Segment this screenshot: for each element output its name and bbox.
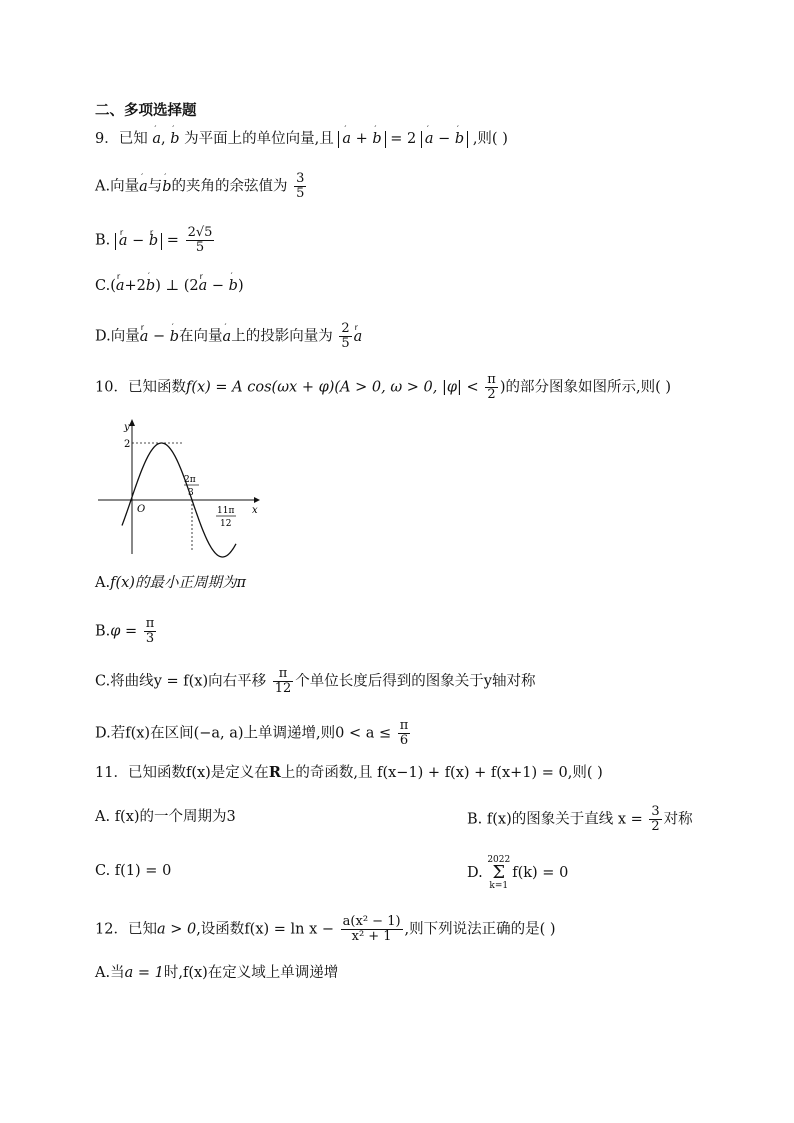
q9-a-post: 的夹角的余弦值为 [171, 178, 288, 195]
q10-c-pre: C.将曲线 [95, 673, 154, 690]
q9-option-a [95, 172, 308, 201]
tick1-num: 2π [184, 475, 196, 485]
q12-fraction: $\frac{\text{a(x² − 1)}}{\text{x² + 1}}$ [342, 914, 401, 944]
q9-d-post: 上的投影向量为 [231, 328, 333, 345]
q9-eq-two: = 2 [390, 131, 417, 147]
q11-option-b: B. f(x)的图象关于直线 x = $\frac{3}{2}$ 对称 [467, 804, 693, 834]
q10-d-pre: D.若 [95, 725, 126, 742]
origin-label: O [137, 504, 146, 515]
q11-stem-r: R [268, 764, 281, 781]
section-title: 二、多项选择题 [95, 103, 197, 119]
q9-option-d: D.向量r a − ′ b在向量′ a上的投影向量为 $\frac{2}{5}$ r a [95, 322, 362, 351]
q11-option-d: D. 2022 Σ k=1f(k) = 0 [467, 855, 569, 891]
q11-options-row-1 [95, 804, 755, 834]
q12-option-a [95, 963, 338, 983]
q9-b-fraction: $\frac{2√5}{5}$ [187, 225, 213, 255]
tick1-den: 3 [188, 488, 194, 498]
q12-stem-mid: ,设函数 [196, 921, 245, 938]
q9-option-c: C.(r a+2′ b) ⊥ (2r a − ′ b) [95, 276, 244, 296]
q9-abs-sum: ′ a + ′ b [338, 131, 385, 148]
q9-a-fraction: $\frac{3}{5}$ [296, 171, 305, 201]
q11-options-row-2 [95, 855, 755, 891]
q10-c-formula: y = f(x)向右平移 [153, 673, 267, 690]
q10-b-fraction: $\frac{\pi}{3}$ [145, 616, 155, 646]
q12-a-post: 时,f(x)在定义域上单调递增 [163, 965, 339, 981]
q10-c-fraction: $\frac{\pi}{12}$ [274, 666, 292, 696]
q11-stem-post: 上的奇函数,且 f(x−1) + f(x) + f(x+1) = 0,则( ) [280, 765, 603, 781]
q10-d-formula: f(x)在区间(−a, a)上单调递增,则0 < a ≤ [125, 725, 392, 742]
q9-stem-mid: 为平面上的单位向量,且 [184, 131, 334, 147]
q9-stem: 9．已知 ′ a, ′ b 为平面上的单位向量,且 ′ a + ′ b = 2 ′ a − ′ b ,则( ) [95, 129, 508, 149]
q9-b-label: B. [95, 232, 111, 249]
q10-c-post: 个单位长度后得到的图象关于y轴对称 [295, 673, 536, 690]
q12-stem-pre: 12．已知 [95, 921, 157, 938]
q10-stem [95, 373, 671, 402]
q10-option-b: B.φ = $\frac{\pi}{3}$ [95, 616, 155, 646]
q11-option-a: A. f(x)的一个周期为3 [95, 809, 236, 825]
q10-option-a: A.f(x)的最小正周期为π [95, 575, 246, 591]
q12-stem [95, 915, 556, 944]
q9-c-label: C. [95, 278, 111, 294]
graph-axes [98, 424, 254, 554]
q9-stem-post: ,则( ) [472, 131, 508, 147]
q10-option-c [95, 667, 535, 696]
q9-a-vec-b: ′ b [162, 177, 171, 197]
x-axis-label: x [252, 505, 258, 516]
q10-option-d [95, 719, 412, 748]
q9-d-vec-a: r a [354, 327, 363, 347]
q11-stem-pre: 11．已知函数 [95, 765, 186, 781]
q10-a-text: f(x)的最小正周期为π [110, 575, 246, 591]
tick2-num: 11π [217, 506, 235, 516]
q9-a-mid: 与 [147, 178, 163, 195]
q11-stem-mid: f(x)是定义在 [185, 765, 269, 781]
q9-b-abs: r a − r b [115, 233, 162, 250]
q11-stem [95, 763, 603, 783]
q9-a-vec-a: ′ a [139, 177, 148, 197]
q10-stem-pre: 10．已知函数 [95, 379, 186, 396]
q11-option-c: C. f(1) = 0 [95, 863, 172, 879]
q10-d-fraction: $\frac{\pi}{6}$ [399, 718, 409, 748]
q12-a-cond: a = 1 [124, 965, 164, 981]
q9-vec-a: ′ a [152, 129, 161, 149]
q12-a-pre: A.当 [95, 965, 125, 981]
y-tick-label: 2 [124, 439, 131, 450]
q10-graph [94, 418, 266, 558]
x-axis-arrow [254, 497, 260, 503]
q9-d-pre: D.向量 [95, 328, 140, 345]
tick2-den: 12 [220, 519, 232, 529]
q12-stem-post: ,则下列说法正确的是( ) [404, 921, 556, 938]
q9-d-fraction: $\frac{2}{5}$ [341, 321, 350, 351]
q9-a-pre: A.向量 [95, 178, 140, 195]
y-axis-label: y [124, 422, 130, 433]
q9-d-mid: 在向量 [179, 328, 223, 345]
q10-stem-post: )的部分图象如图所示,则( ) [499, 379, 672, 396]
q9-vec-b: ′ b [170, 129, 179, 149]
y-axis-arrow [129, 419, 135, 426]
q10-stem-fraction: $\frac{\pi}{2}$ [487, 372, 496, 402]
q12-stem-a: a > 0 [156, 921, 197, 938]
q10-stem-formula: f(x) = A cos(ωx + φ)(A > 0, ω > 0, |φ| < [185, 379, 479, 396]
q10-b-text: φ = [110, 623, 138, 640]
q9-stem-pre: 9．已知 [95, 131, 148, 147]
q9-option-b: B. r a − r b = $\frac{2√5}{5}$ [95, 226, 216, 255]
q12-stem-fx: f(x) = ln x − [244, 921, 335, 938]
q9-abs-diff: ′ a − ′ b [421, 131, 468, 148]
